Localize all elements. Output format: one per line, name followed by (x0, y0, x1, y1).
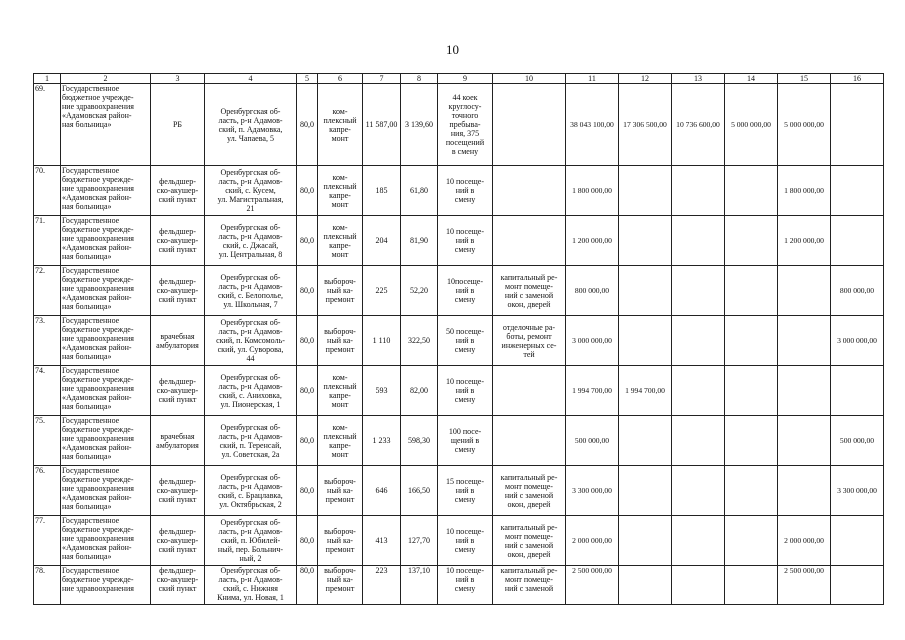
table-cell: 10 посеще- ний в смену (438, 566, 493, 605)
table-cell: Оренбургская об- ласть, р-н Адамов- ский, с. Джасай, ул. Центральная, 8 (205, 216, 297, 266)
table-cell: капитальный ре- монт помеще- ний с заменой окон, дверей (493, 466, 566, 516)
table-cell (672, 366, 725, 416)
table-cell (831, 166, 884, 216)
table-cell: Государственное бюджетное учрежде- ние здравоохранения «Адамовская район- ная больница» (61, 316, 151, 366)
table-cell (725, 566, 778, 605)
table-cell (619, 216, 672, 266)
table-cell: 81,90 (401, 216, 438, 266)
table-row (34, 366, 884, 416)
table-cell: ком- плексный капре- монт (318, 366, 363, 416)
table-row (34, 466, 884, 516)
table-cell: 598,30 (401, 416, 438, 466)
table-cell: 38 043 100,00 (566, 84, 619, 166)
table-cell: 10посеще- ний в смену (438, 266, 493, 316)
table-cell: 44 коек круглосу- точного пребыва- ния, 375 посещений в смену (438, 84, 493, 166)
table-cell (778, 416, 831, 466)
table-cell: выбороч- ный ка- премонт (318, 266, 363, 316)
table-cell: 10 посеще- ний в смену (438, 366, 493, 416)
table-cell: Оренбургская об- ласть, р-н Адамов- ский, с. Белополье, ул. Школьная, 7 (205, 266, 297, 316)
table-cell: 500 000,00 (566, 416, 619, 466)
table-cell: 17 306 500,00 (619, 84, 672, 166)
table-cell: отделочные ра- боты, ремонт инженерных се- тей (493, 316, 566, 366)
table-cell: Государственное бюджетное учрежде- ние здравоохранения (61, 566, 151, 605)
column-header: 1 (34, 74, 61, 84)
table-cell: 2 000 000,00 (778, 516, 831, 566)
table-cell (725, 366, 778, 416)
table-cell: капитальный ре- монт помеще- ний с заменой (493, 566, 566, 605)
table-cell: Государственное бюджетное учрежде- ние здравоохранения «Адамовская район- ная больница» (61, 166, 151, 216)
table-cell: фельдшер- ско-акушер- ский пункт (151, 516, 205, 566)
table-cell (672, 566, 725, 605)
table-cell: 2 500 000,00 (566, 566, 619, 605)
table-cell: Государственное бюджетное учрежде- ние здравоохранения «Адамовская район- ная больница» (61, 216, 151, 266)
table-cell: фельдшер- ско-акушер- ский пункт (151, 166, 205, 216)
column-header: 14 (725, 74, 778, 84)
table-cell (725, 216, 778, 266)
table-cell: фельдшер- ско-акушер- ский пункт (151, 366, 205, 416)
table-cell: фельдшер- ско-акушер- ский пункт (151, 466, 205, 516)
table-cell: ком- плексный капре- монт (318, 166, 363, 216)
table-cell: Оренбургская об- ласть, р-н Адамов- ский, с. Брацлавка, ул. Октябрьская, 2 (205, 466, 297, 516)
table-row (34, 216, 884, 266)
table-cell: 322,50 (401, 316, 438, 366)
table-cell: ком- плексный капре- монт (318, 216, 363, 266)
table-cell: 75. (34, 416, 61, 466)
table-cell: 80,0 (297, 166, 318, 216)
column-header: 12 (619, 74, 672, 84)
table-cell (672, 516, 725, 566)
column-header: 9 (438, 74, 493, 84)
table-cell (493, 216, 566, 266)
table-cell (831, 516, 884, 566)
table-cell: 800 000,00 (566, 266, 619, 316)
table-cell: выбороч- ный ка- премонт (318, 466, 363, 516)
column-header: 7 (363, 74, 401, 84)
table-cell: 2 000 000,00 (566, 516, 619, 566)
table-cell (725, 466, 778, 516)
column-header: 6 (318, 74, 363, 84)
table-cell: Оренбургская об- ласть, р-н Адамов- ский, с. Аниховка, ул. Пионерская, 1 (205, 366, 297, 416)
table-cell (725, 316, 778, 366)
table-cell: Государственное бюджетное учрежде- ние здравоохранения «Адамовская район- ная больница» (61, 466, 151, 516)
table-cell (672, 166, 725, 216)
table-cell (619, 566, 672, 605)
table-cell: 1 994 700,00 (619, 366, 672, 416)
table-row (34, 316, 884, 366)
table-cell: Государственное бюджетное учрежде- ние здравоохранения «Адамовская район- ная больница» (61, 416, 151, 466)
table-cell: 2 500 000,00 (778, 566, 831, 605)
table-cell (725, 416, 778, 466)
table-cell: 76. (34, 466, 61, 516)
table-cell: Оренбургская об- ласть, р-н Адамов- ский, с. Кусем, ул. Магистральная, 21 (205, 166, 297, 216)
table-cell: Государственное бюджетное учрежде- ние здравоохранения «Адамовская район- ная больница» (61, 266, 151, 316)
table-cell: 72. (34, 266, 61, 316)
table-cell (831, 566, 884, 605)
table-cell: 1 200 000,00 (566, 216, 619, 266)
table-cell (493, 416, 566, 466)
table-cell (778, 316, 831, 366)
column-header: 10 (493, 74, 566, 84)
table-cell: 70. (34, 166, 61, 216)
table-cell: 204 (363, 216, 401, 266)
table-cell (493, 366, 566, 416)
table-cell: капитальный ре- монт помеще- ний с заменой окон, дверей (493, 266, 566, 316)
table-cell: 10 посеще- ний в смену (438, 516, 493, 566)
table-cell: врачебная амбулатория (151, 316, 205, 366)
table-cell: 3 300 000,00 (566, 466, 619, 516)
table-cell (831, 84, 884, 166)
table-cell: 3 139,60 (401, 84, 438, 166)
table-cell: 800 000,00 (831, 266, 884, 316)
table-cell: 3 300 000,00 (831, 466, 884, 516)
page-number: 10 (446, 42, 459, 57)
table-cell (619, 316, 672, 366)
table-cell: Оренбургская об- ласть, р-н Адамов- ский, п. Комсомоль- ский, ул. Суворова, 44 (205, 316, 297, 366)
table-cell: фельдшер- ско-акушер- ский пункт (151, 216, 205, 266)
table-cell: 1 994 700,00 (566, 366, 619, 416)
table-cell: 100 посе- щений в смену (438, 416, 493, 466)
table-cell: 10 посеще- ний в смену (438, 216, 493, 266)
table-cell: 15 посеще- ний в смену (438, 466, 493, 516)
table-cell (725, 266, 778, 316)
table-cell: 500 000,00 (831, 416, 884, 466)
table-cell: фельдшер- ско-акушер- ский пункт (151, 266, 205, 316)
table-cell (778, 466, 831, 516)
table-cell: Государственное бюджетное учрежде- ние здравоохранения «Адамовская район- ная больница» (61, 84, 151, 166)
table-cell: 1 233 (363, 416, 401, 466)
table-cell: 185 (363, 166, 401, 216)
table-row (34, 566, 884, 605)
column-header: 13 (672, 74, 725, 84)
table-cell: 80,0 (297, 366, 318, 416)
table-cell: РБ (151, 84, 205, 166)
column-header: 4 (205, 74, 297, 84)
table-cell: 593 (363, 366, 401, 416)
column-header: 15 (778, 74, 831, 84)
table-cell (493, 84, 566, 166)
table-cell: 52,20 (401, 266, 438, 316)
table-cell: 78. (34, 566, 61, 605)
table-cell: капитальный ре- монт помеще- ний с заменой окон, дверей (493, 516, 566, 566)
header-row (34, 74, 884, 84)
table-cell: Оренбургская об- ласть, р-н Адамов- ский, п. Юбилей- ный, пер. Больнич- ный, 2 (205, 516, 297, 566)
table-row (34, 266, 884, 316)
table-cell: ком- плексный капре- монт (318, 84, 363, 166)
column-header: 3 (151, 74, 205, 84)
table-cell: выбороч- ный ка- премонт (318, 566, 363, 605)
table-cell: 80,0 (297, 566, 318, 605)
table-cell: 166,50 (401, 466, 438, 516)
table-cell: 80,0 (297, 316, 318, 366)
column-header: 8 (401, 74, 438, 84)
table-row (34, 516, 884, 566)
table-row (34, 84, 884, 166)
table-cell: 1 800 000,00 (566, 166, 619, 216)
table-cell: 225 (363, 266, 401, 316)
table-row (34, 416, 884, 466)
table-cell: Оренбургская об- ласть, р-н Адамов- ский, п. Теренсай, ул. Советская, 2а (205, 416, 297, 466)
table-cell: 61,80 (401, 166, 438, 216)
table-cell: 77. (34, 516, 61, 566)
table-cell: Оренбургская об- ласть, р-н Адамов- ский, с. Нижняя Книма, ул. Новая, 1 (205, 566, 297, 605)
table-cell (725, 516, 778, 566)
table-cell: Государственное бюджетное учрежде- ние здравоохранения «Адамовская район- ная больница» (61, 366, 151, 416)
table-cell (778, 366, 831, 416)
table-cell: 10 посеще- ний в смену (438, 166, 493, 216)
table-cell: 1 800 000,00 (778, 166, 831, 216)
table-cell (619, 266, 672, 316)
table-cell (778, 266, 831, 316)
table-cell: 5 000 000,00 (725, 84, 778, 166)
table-cell: Государственное бюджетное учрежде- ние здравоохранения «Адамовская район- ная больница» (61, 516, 151, 566)
table-cell: 80,0 (297, 216, 318, 266)
table-cell: 74. (34, 366, 61, 416)
table-cell (619, 516, 672, 566)
column-header: 11 (566, 74, 619, 84)
table-cell: 137,10 (401, 566, 438, 605)
table-cell: выбороч- ный ка- премонт (318, 316, 363, 366)
capital-repair-table (33, 73, 884, 605)
table-cell (493, 166, 566, 216)
table-cell (619, 416, 672, 466)
table-cell: 646 (363, 466, 401, 516)
table-cell (672, 316, 725, 366)
table-cell: фельдшер- ско-акушер- ский пункт (151, 566, 205, 605)
table-cell: 1 110 (363, 316, 401, 366)
table-cell: 127,70 (401, 516, 438, 566)
table-cell: 82,00 (401, 366, 438, 416)
table-cell (672, 416, 725, 466)
table-cell: 80,0 (297, 266, 318, 316)
table-cell: 5 000 000,00 (778, 84, 831, 166)
table-row (34, 166, 884, 216)
table-cell (831, 366, 884, 416)
table-cell (672, 216, 725, 266)
table-cell: Оренбургская об- ласть, р-н Адамов- ский, п. Адамовка, ул. Чапаева, 5 (205, 84, 297, 166)
table-cell (619, 466, 672, 516)
table-cell: 73. (34, 316, 61, 366)
table-cell (672, 466, 725, 516)
table-cell (619, 166, 672, 216)
column-header: 5 (297, 74, 318, 84)
table-cell: 80,0 (297, 466, 318, 516)
table-cell: 71. (34, 216, 61, 266)
table-cell: 80,0 (297, 84, 318, 166)
column-header: 2 (61, 74, 151, 84)
table-cell: 80,0 (297, 516, 318, 566)
table-cell (725, 166, 778, 216)
column-header: 16 (831, 74, 884, 84)
table-cell: 413 (363, 516, 401, 566)
table-cell: 223 (363, 566, 401, 605)
table-cell: 50 посеще- ний в смену (438, 316, 493, 366)
table-cell: 69. (34, 84, 61, 166)
table-cell (831, 216, 884, 266)
table-cell: 10 736 600,00 (672, 84, 725, 166)
table-cell: врачебная амбулатория (151, 416, 205, 466)
table-cell: 1 200 000,00 (778, 216, 831, 266)
table-cell: 3 000 000,00 (831, 316, 884, 366)
table-cell: 11 587,00 (363, 84, 401, 166)
table-cell: ком- плексный капре- монт (318, 416, 363, 466)
table-cell (672, 266, 725, 316)
table-cell: 80,0 (297, 416, 318, 466)
table-cell: выбороч- ный ка- премонт (318, 516, 363, 566)
table-cell: 3 000 000,00 (566, 316, 619, 366)
